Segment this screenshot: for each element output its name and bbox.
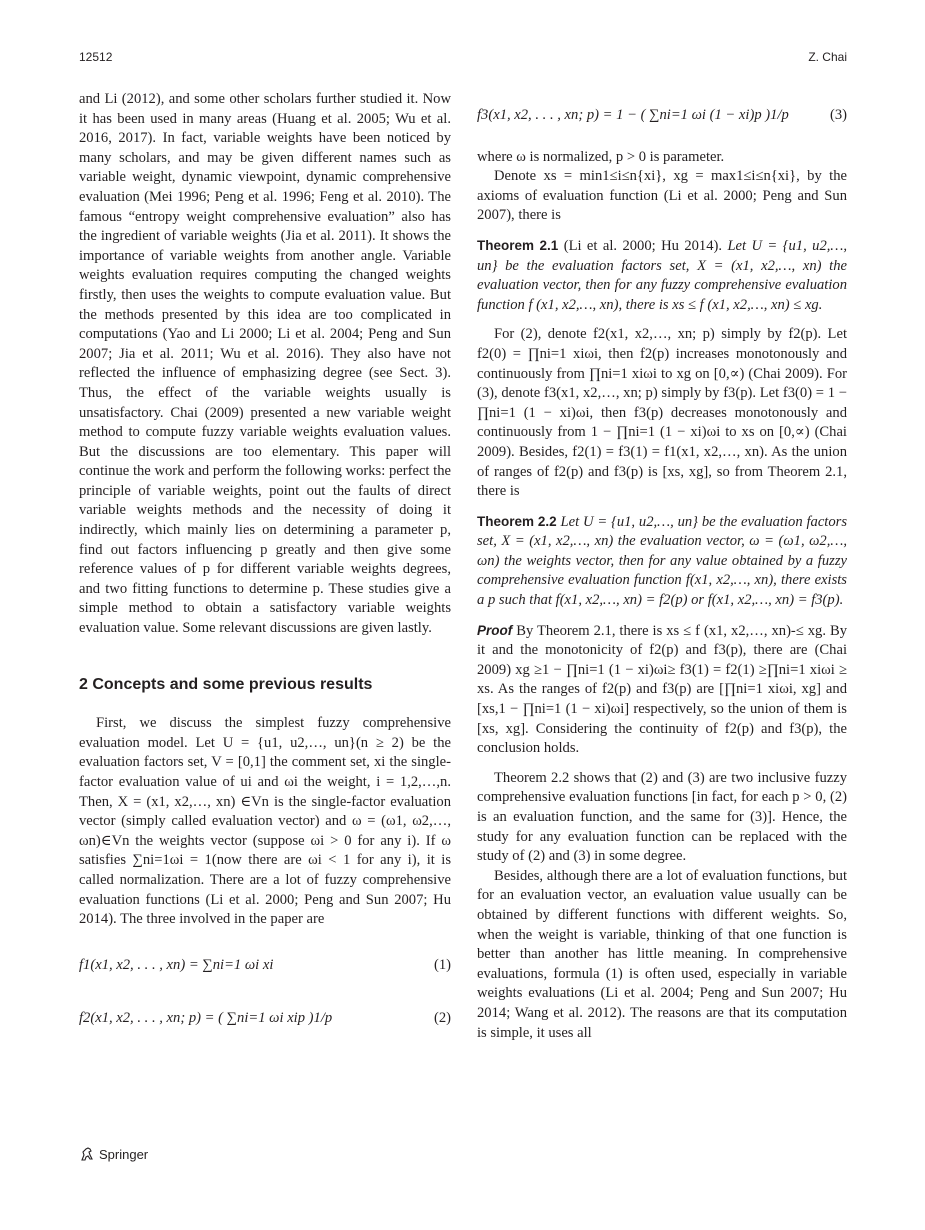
theorem-2-2-body: Let U = {u1, u2,…, un} be the evaluation factors set, X = (x1, x2,…, xn) the evaluation vector, ω = (ω1, ω2,…, ωn) the weights vector, then for any value obtained by a fuzzy comprehensive evaluation function f(x1, x2,…, xn), there exists a p such that f(x1, x2,…, xn) = f2(p) or f(x1, x2,…, xn) = f3(p). bbox=[477, 513, 848, 609]
left-column bbox=[79, 90, 451, 1043]
theorem-2-1-body: Let U = {u1, u2,…, un} be the evaluation factors set, X = (x1, x2,…, xn) the evaluation vector, then for any fuzzy comprehensive evaluation function f (x1, x2,…, xn), there is xs ≤ f (x1, x2,…, xn) ≤ xg. bbox=[477, 237, 848, 313]
proof-block bbox=[477, 621, 847, 759]
final-paragraph: Besides, although there are a lot of evaluation functions, but for an evaluation vector, an evaluation value usually can be obtained by different functions with different weights. So, when the weight is variable, thinking of that one function is better than another has little meaning. In comprehensive evaluations, formula (1) is often used, especially in variable weights evaluations (Li et al. 2004; Peng and Sun 2007; Hu 2014; Wang et al. 2012). The reasons are that its computation is simple, it uses all bbox=[477, 867, 847, 1041]
equation-3 bbox=[477, 106, 847, 126]
running-author: Z. Chai bbox=[808, 50, 847, 64]
equation-2-number: (2) bbox=[433, 1010, 451, 1027]
footer bbox=[79, 1146, 148, 1162]
right-column bbox=[477, 90, 847, 1043]
proof-body: By Theorem 2.1, there is xs ≤ f (x1, x2,…, xn)-≤ xg. By it and the monotonicity of f2(p) and f3(p), there are (Chai 2009) xg ≥1 − ∏ni=1 (1 − xi)ωi≥ f3(1) = f2(1) ≥∏ni=1 xiωi ≥ xs. As the ranges of f2(p) and f3(p) are [∏ni=1 xiωi, xg] and [xs,1 − ∏ni=1 (1 − xi)ωi] respectively, so the union of them is [xs, xg]. Considering the continuity of f2(p) and f3(p), the conclusion holds. bbox=[477, 622, 847, 757]
after-eq3-text: where ω is normalized, p > 0 is parameter. bbox=[477, 148, 725, 165]
theorem-2-1 bbox=[477, 236, 847, 315]
page-number: 12512 bbox=[79, 50, 113, 64]
equation-2 bbox=[79, 1009, 451, 1029]
denote-paragraph: Denote xs = min1≤i≤n{xi}, xg = max1≤i≤n{xi}, by the axioms of evaluation function (Li et al. 2000; Peng and Sun 2007), there is bbox=[477, 168, 847, 224]
theorem22-discussion: Theorem 2.2 shows that (2) and (3) are two inclusive fuzzy comprehensive evaluation functions [in fact, for each p > 0, (2) is an evaluation function, and the same for (3)]. Hence, the study for any evaluation function can be replaced with the study of (2) and (3) in some degree. bbox=[477, 769, 847, 865]
section-title: 2 Concepts and some previous results bbox=[79, 675, 373, 693]
for2-paragraph: For (2), denote f2(x1, x2,…, xn; p) simply by f2(p). Let f2(0) = ∏ni=1 xiωi, then f2(p) increases monotonously and continuously from ∏ni=1 xiωi to xg on [0,∝) (Chai 2009). For (3), denote f3(x1, x2,…, xn; p) simply by f3(p). Let f3(0) = 1 − ∏ni=1 (1 − xi)ωi, then f3(p) decreases monotonously and continuously from 1 − ∏ni=1 (1 − xi)ωi to xs on [0,∝) (Chai 2009). Besides, f2(1) = f3(1) = f1(x1, x2,…, xn). As the union of ranges of f2(p) and f3(p) is [xs, xg], so from Theorem 2.1, there is bbox=[477, 326, 847, 500]
equation-1-body: f1(x1, x2, . . . , xn) = ∑ni=1 ωi xi bbox=[79, 956, 274, 973]
springer-horse-icon bbox=[79, 1146, 95, 1162]
theorem-2-2-label: Theorem 2.2 bbox=[477, 513, 557, 529]
section-paragraph: First, we discuss the simplest fuzzy comprehensive evaluation model. Let U = {u1, u2,…, un}(n ≥ 2) be the evaluation factors set, V = [0,1] the comment set, xi the single-factor evaluation value of ui and ωi the weight, i = 1,2,…,n. Then, X = (x1, x2,…, xn) ∈Vn is the single-factor evaluation vector (simply called evaluation vector) and ω = (ω1, ω2,…, ωn)∈Vn the weights vector (suppose ωi > 0 for any i). If ω satisfies ∑ni=1ωi = 1(now there are ωi < 1 for any i), it is called normalization. There are a lot of fuzzy comprehensive evaluation functions (Li et al. 2000; Peng and Sun 2007; Hu 2014). The three involved in the paper are bbox=[79, 715, 451, 928]
equation-1-number: (1) bbox=[433, 956, 451, 973]
equation-2-body: f2(x1, x2, . . . , xn; p) = ( ∑ni=1 ωi xip )1/p bbox=[79, 1010, 333, 1027]
proof-label: Proof bbox=[477, 622, 513, 638]
theorem-2-1-label: Theorem 2.1 bbox=[477, 237, 559, 253]
equation-3-number: (3) bbox=[829, 107, 847, 123]
equation-1 bbox=[79, 956, 451, 976]
theorem-2-2 bbox=[477, 512, 847, 611]
theorem-2-1-cite: (Li et al. 2000; Hu 2014). bbox=[563, 237, 723, 254]
equation-3-body: f3(x1, x2, . . . , xn; p) = 1 − ( ∑ni=1 ωi (1 − xi)p )1/p bbox=[477, 107, 789, 123]
publisher-name: Springer bbox=[99, 1146, 149, 1162]
intro-paragraph: and Li (2012), and some other scholars further studied it. Now it has been used in many areas (Huang et al. 2005; Wu et al. 2016, 2017). In fact, variable weights have been noticed by many scholars, and may be given different names such as variable weight, dynamic viewpoint, dynamic comprehensive evaluation (Mei 1996; Peng et al. 1996; Feng et al. 2010). The famous “entropy weight comprehensive evaluation” also has the ingredient of variable weights (Jia et al. 2011). It shows the importance of variable weights from another angle. Variable weights evaluation requires computing the changed weights firstly, then uses the weights to compute evaluation value. But the methods presented by this idea are too complicated in computations (Yao and Li 2000; Li et al. 2004; Peng and Sun 2007; Jia et al. 2011; Wu et al. 2016). They also have not reflected the influence of emphasizing degree (see Sect. 3). Thus, the effect of the variable weights usually is unsatisfactory. Chai (2009) presented a new variable weight method to compute fuzzy variable weights evaluation values. But the discussions are too elementary. This paper will continue the work and perform the following works: perfect the principle of variable weights, point out the faults of direct variable weights methods and the necessity of doing it indirectly, which mainly lies on determining a parameter p, find out factors influencing p greatly and then give some reference values of p for different variable weights degrees, and two fitting functions to determine p. These studies give a simple method to obtain a satisfactory variable weights evaluation value. Some relevant discussions are given lastly. bbox=[79, 91, 451, 637]
